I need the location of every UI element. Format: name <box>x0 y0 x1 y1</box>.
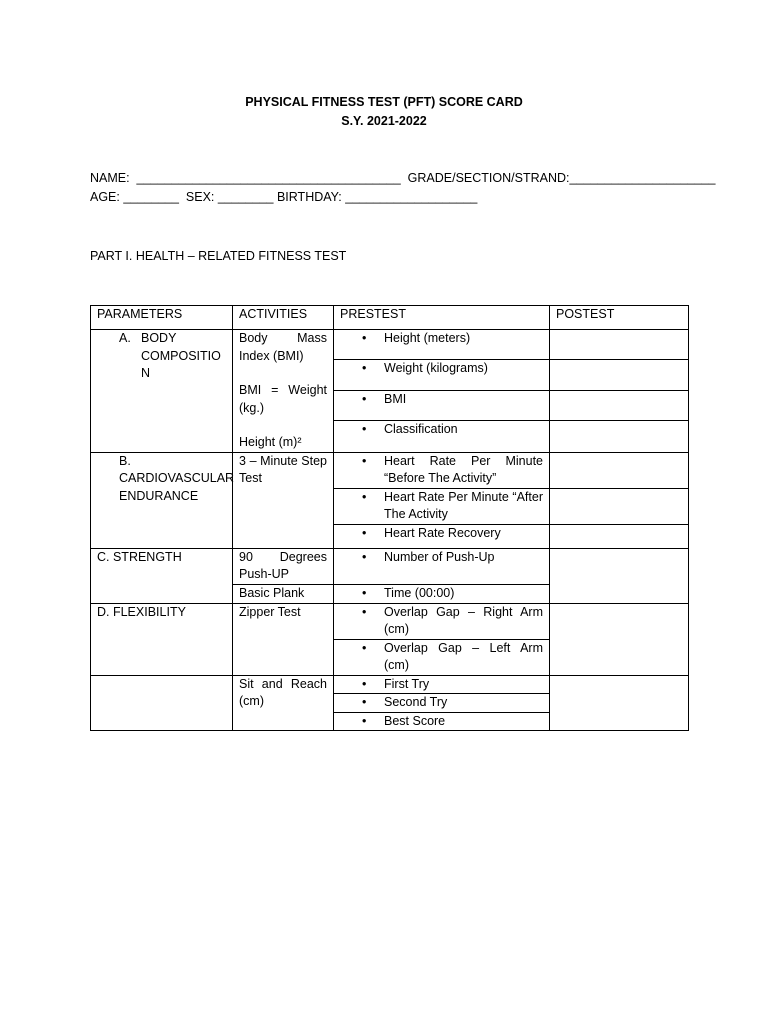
param-body-composition <box>91 330 233 453</box>
table-row <box>91 548 689 584</box>
school-year: S.Y. 2021-2022 <box>341 114 427 128</box>
pretest-item: • Heart Rate Per Minute “After The Activity <box>334 488 550 524</box>
bullet-icon: • <box>362 525 367 540</box>
activity-plank: Basic Plank <box>233 584 334 603</box>
posttest-cell[interactable] <box>550 675 689 731</box>
activity-text: 3 – Minute Step Test <box>239 453 327 485</box>
pretest-item: • Classification <box>334 421 550 452</box>
bullet-icon: • <box>362 489 367 504</box>
param-empty <box>91 675 233 731</box>
pretest-item: • Overlap Gap – Right Arm (cm) <box>334 603 550 639</box>
bullet-icon: • <box>362 695 367 709</box>
header-parameters: PARAMETERS <box>91 306 233 330</box>
posttest-cell[interactable] <box>550 391 689 421</box>
activity-zipper: Zipper Test <box>233 603 334 675</box>
activity-text: Body Mass Index (BMI) <box>239 331 327 363</box>
part-heading: PART I. HEALTH – RELATED FITNESS TEST <box>90 249 347 263</box>
posttest-cell[interactable] <box>550 548 689 603</box>
bullet-icon: • <box>362 713 367 728</box>
header-posttest: POSTEST <box>550 306 689 330</box>
table-header-row <box>91 306 689 330</box>
param-label: BODY COMPOSITIO N <box>141 331 221 380</box>
param-strength: C. STRENGTH <box>91 548 233 603</box>
bullet-icon: • <box>362 585 367 600</box>
bullet-icon: • <box>362 549 367 564</box>
posttest-cell[interactable] <box>550 452 689 488</box>
table-row <box>91 675 689 694</box>
score-table <box>90 305 689 731</box>
document-title: PHYSICAL FITNESS TEST (PFT) SCORE CARD <box>245 95 523 109</box>
name-grade-line: NAME: ______________________________________ GRADE/SECTION/STRAND:_____________________ <box>90 171 716 185</box>
pretest-item: • BMI <box>334 391 550 421</box>
header-activities: ACTIVITIES <box>233 306 334 330</box>
table-row <box>91 603 689 639</box>
pretest-item: • Heart Rate Per Minute “Before The Activity” <box>334 452 550 488</box>
bullet-icon: • <box>362 604 367 619</box>
activity-bmi <box>233 330 334 453</box>
bullet-icon: • <box>362 422 367 437</box>
param-marker: B. <box>119 453 131 468</box>
header-pretest: PRESTEST <box>334 306 550 330</box>
activity-pushup: 90 Degrees Push-UP <box>233 548 334 584</box>
table-row <box>91 330 689 360</box>
posttest-cell[interactable] <box>550 603 689 675</box>
posttest-cell[interactable] <box>550 330 689 360</box>
bullet-icon: • <box>362 361 367 376</box>
param-marker: A. <box>119 331 131 345</box>
bullet-icon: • <box>362 331 367 345</box>
bullet-icon: • <box>362 392 367 407</box>
activity-sit-reach: Sit and Reach (cm) <box>233 675 334 731</box>
pretest-item: • Weight (kilograms) <box>334 360 550 391</box>
activity-text: Height (m)² <box>239 435 302 449</box>
bullet-icon: • <box>362 640 367 655</box>
table-row <box>91 452 689 488</box>
pretest-item: • Number of Push-Up <box>334 548 550 584</box>
pretest-item: • Overlap Gap – Left Arm (cm) <box>334 639 550 675</box>
age-sex-birthday-line: AGE: ________ SEX: ________ BIRTHDAY: ___________________ <box>90 190 478 204</box>
activity-step-test <box>233 452 334 548</box>
pretest-item: • Height (meters) <box>334 330 550 360</box>
pretest-item: • Heart Rate Recovery <box>334 524 550 548</box>
posttest-cell[interactable] <box>550 488 689 524</box>
bullet-icon: • <box>362 676 367 691</box>
param-flexibility: D. FLEXIBILITY <box>91 603 233 675</box>
posttest-cell[interactable] <box>550 524 689 548</box>
posttest-cell[interactable] <box>550 360 689 391</box>
param-cardio <box>91 452 233 548</box>
param-label: CARDIOVASCULAR ENDURANCE <box>119 471 235 503</box>
pretest-item: • First Try <box>334 675 550 694</box>
posttest-cell[interactable] <box>550 421 689 452</box>
pretest-item: • Second Try <box>334 694 550 713</box>
pretest-item: • Best Score <box>334 712 550 731</box>
activity-text: BMI = Weight (kg.) <box>239 383 327 415</box>
bullet-icon: • <box>362 453 367 468</box>
pretest-item: • Time (00:00) <box>334 584 550 603</box>
